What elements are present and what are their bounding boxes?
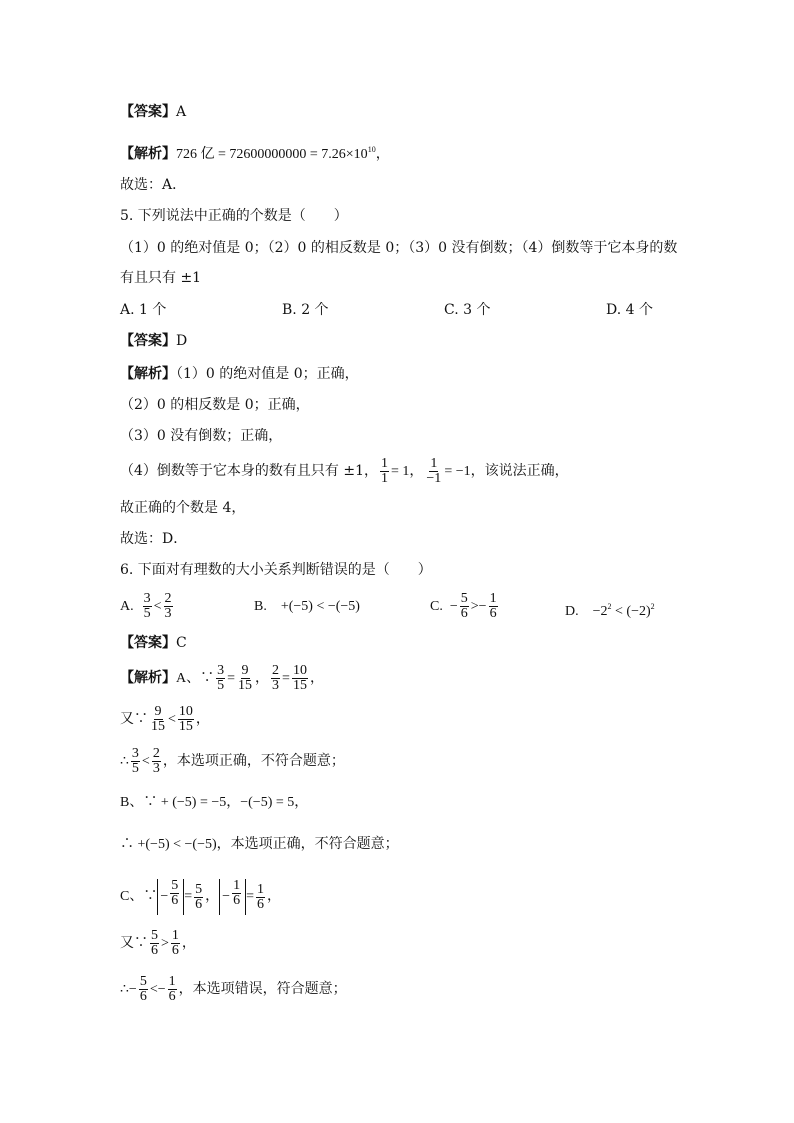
numerator: 2 (272, 663, 280, 679)
numerator: 1 (489, 591, 497, 607)
numerator: 5 (139, 974, 147, 990)
operator: < (168, 712, 176, 727)
operator: = (246, 889, 254, 905)
option-text: D. −2 (565, 604, 608, 619)
fraction (460, 592, 469, 621)
q5-option-c: C. 3 个 (444, 302, 491, 318)
punct: ， (266, 889, 281, 905)
operator: − (478, 599, 487, 614)
analysis-label: 【解析】 (120, 147, 176, 162)
q5-count: 故正确的个数是 4， (120, 500, 246, 516)
denominator: 6 (139, 989, 147, 1005)
fraction (216, 664, 225, 693)
q5-statements-1: （1）0 的绝对值是 0；（2）0 的相反数是 0；（3）0 没有倒数；（4）倒数等于它本身的数 (120, 240, 678, 256)
denominator: 15 (178, 719, 193, 735)
numerator: 1 (168, 974, 176, 990)
operator: − (449, 599, 458, 614)
analysis-text: 726 亿 = 72600000000 = 7.26×10 (176, 147, 368, 162)
numerator: 9 (241, 663, 249, 679)
fraction (194, 883, 203, 912)
numerator: 5 (151, 928, 158, 944)
q6-analysis-b1: B、∵ + (−5) = −5，−(−5) = 5， (120, 795, 309, 810)
numerator: 10 (292, 663, 307, 679)
fraction (143, 592, 152, 621)
numerator: 10 (178, 704, 193, 720)
analysis-text: A、∵ (176, 671, 215, 686)
answer-value: A (176, 104, 187, 120)
numerator: 1 (171, 928, 179, 944)
denominator: 6 (171, 943, 179, 959)
fraction (232, 879, 241, 915)
denominator: 6 (489, 606, 497, 622)
fraction (292, 664, 308, 693)
fraction (170, 879, 179, 915)
q6-option-a (120, 589, 175, 625)
operator: > (470, 599, 479, 614)
denominator: 3 (164, 606, 172, 622)
exponent: 10 (367, 145, 376, 154)
q5-option-a: A. 1 个 (120, 302, 167, 318)
denominator: 6 (168, 989, 176, 1005)
numerator: 5 (195, 881, 203, 897)
answer-line-1 (120, 102, 186, 122)
choice-line-1: 故选：A． (120, 177, 187, 193)
numerator: 3 (217, 663, 225, 679)
analysis-label: 【解析】 (120, 366, 176, 382)
q5-statements-2: 有且只有 ±1 (120, 270, 202, 286)
q5-analysis-1 (120, 364, 359, 384)
denominator: 6 (195, 896, 203, 912)
q6-analysis-a2 (120, 702, 210, 738)
option-label: A. (120, 599, 134, 614)
punct: ， (255, 671, 270, 686)
fraction (237, 664, 253, 693)
fraction (271, 664, 280, 693)
operator: − (128, 982, 137, 997)
analysis-text: ∴ (120, 982, 129, 997)
q6-analysis-c2 (120, 926, 196, 962)
denominator: 15 (151, 719, 165, 735)
q5-choice: 故选：D． (120, 531, 188, 547)
q5-option-d: D. 4 个 (606, 302, 653, 318)
denominator: 5 (143, 606, 151, 622)
fraction (168, 975, 177, 1004)
fraction (139, 975, 148, 1004)
punct: ， (195, 712, 210, 727)
answer-label: 【答案】 (120, 104, 176, 120)
operator: = (282, 671, 290, 686)
denominator: 6 (460, 606, 468, 622)
q6-option-b: B. +(−5) < −(−5) (254, 599, 360, 614)
numerator: 1 (233, 878, 241, 893)
analysis-label: 【解析】 (120, 671, 176, 686)
q6-option-c (430, 589, 500, 625)
fraction (131, 747, 140, 776)
equation: = −1，该说法正确， (444, 464, 569, 479)
denominator: 1 (381, 470, 388, 486)
q6-analysis-b2: ∴ +(−5) < −(−5)，本选项正确，不符合题意； (120, 837, 399, 852)
punct: ， (309, 671, 324, 686)
exponent: 2 (650, 602, 655, 611)
fraction (150, 929, 159, 958)
fraction (256, 883, 265, 912)
answer-label: 【答案】 (120, 635, 176, 651)
q6-analysis-a3 (120, 744, 345, 780)
denominator: 6 (256, 896, 264, 912)
option-label: C. (430, 599, 443, 614)
analysis-text: （1）0 的绝对值是 0；正确， (176, 366, 359, 382)
punct: ， (205, 889, 220, 905)
answer-value: C (176, 635, 187, 651)
q5-analysis-4 (120, 453, 569, 490)
operator: < (153, 599, 162, 614)
analysis-text: ∴ (120, 754, 129, 769)
fraction (171, 929, 180, 958)
operator: < (149, 982, 158, 997)
fraction (152, 747, 161, 776)
denominator: 15 (292, 678, 307, 694)
operator: − (157, 982, 166, 997)
answer-label: 【答案】 (120, 333, 176, 349)
numerator: 1 (256, 881, 264, 897)
punct: ， (375, 147, 390, 162)
denominator: 5 (217, 678, 225, 694)
q5-analysis-2: （2）0 的相反数是 0；正确， (120, 397, 310, 413)
fraction (178, 705, 194, 734)
analysis-line-1 (120, 140, 390, 165)
denominator: 3 (152, 761, 160, 777)
numerator: 2 (164, 591, 172, 607)
numerator: 5 (171, 878, 179, 893)
option-text: < (−2) (611, 604, 651, 619)
numerator: 3 (143, 591, 151, 607)
fraction (425, 457, 442, 486)
punct: ， (181, 936, 196, 951)
q6-analysis-c3 (120, 972, 347, 1008)
numerator: 9 (154, 704, 162, 720)
fraction (164, 592, 173, 621)
analysis-text: ，本选项错误，符合题意； (178, 982, 347, 997)
denominator: 3 (272, 678, 280, 694)
equation: = 1， (391, 464, 424, 479)
denominator: 6 (171, 893, 179, 908)
absolute-value (219, 879, 246, 915)
numerator: 1 (381, 455, 388, 471)
fraction (150, 705, 166, 734)
answer-value: D (176, 333, 188, 349)
operator: − (222, 889, 231, 904)
operator: − (160, 889, 169, 904)
numerator: 5 (460, 591, 468, 607)
denominator: 5 (131, 761, 139, 777)
analysis-text: 又∵ (120, 936, 148, 951)
absolute-value (157, 879, 184, 915)
q5-analysis-3: （3）0 没有倒数；正确， (120, 428, 283, 444)
operator: = (227, 671, 236, 686)
q5-stem: 5. 下列说法中正确的个数是（ ） (120, 208, 348, 224)
operator: > (161, 936, 169, 951)
q6-option-d (565, 589, 655, 630)
q6-analysis-a1 (120, 661, 324, 697)
analysis-text: 又∵ (120, 712, 148, 727)
fraction (380, 457, 389, 486)
denominator: 6 (151, 943, 158, 959)
numerator: 3 (131, 746, 139, 762)
q6-analysis-c1 (120, 879, 281, 915)
denominator: 6 (233, 893, 241, 908)
analysis-text: C、∵ (120, 889, 158, 905)
q6-stem: 6. 下面对有理数的大小关系判断错误的是（ ） (120, 562, 432, 578)
q5-option-b: B. 2 个 (282, 302, 329, 318)
answer-line-3 (120, 633, 187, 653)
answer-line-2 (120, 331, 187, 351)
denominator: −1 (426, 470, 442, 486)
analysis-text: ，本选项正确，不符合题意； (162, 754, 345, 769)
analysis-text: （4）倒数等于它本身的数有且只有 ±1， (120, 463, 378, 479)
fraction (489, 592, 498, 621)
operator: = (184, 889, 193, 905)
numerator: 1 (430, 455, 438, 471)
numerator: 2 (152, 746, 160, 762)
denominator: 15 (238, 678, 253, 694)
exponent: 2 (607, 602, 612, 611)
operator: < (141, 754, 150, 769)
